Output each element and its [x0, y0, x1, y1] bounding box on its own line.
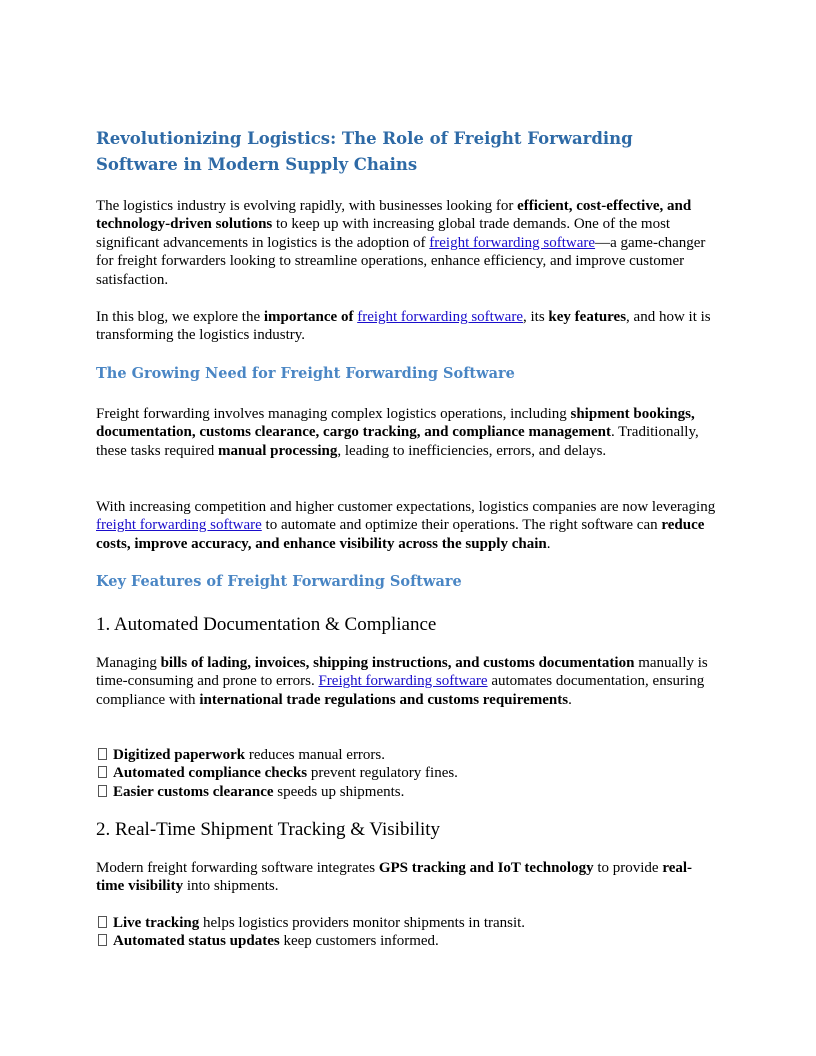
gn-p2-bold-1: reduce costs, improve accuracy, and enhance visibility across the supply chain [96, 517, 705, 552]
section-heading-key-features: Key Features of Freight Forwarding Software [96, 573, 462, 590]
blog-intro-bold-1: importance of [263, 309, 354, 325]
checkbox-icon [98, 785, 107, 797]
blog-intro-text-1: In this blog, we explore the [96, 309, 264, 325]
bullet-text: prevent regulatory fines. [307, 765, 458, 782]
intro-text-3: —a game-changer for freight forwarders looking to streamline operations, enhance efficiency, and improve customer satisfaction. [96, 234, 706, 288]
track-text-2: to provide [593, 860, 663, 876]
blog-intro-paragraph [96, 308, 720, 345]
blog-intro-bold-2: key features [548, 309, 627, 325]
intro-paragraph [96, 197, 720, 289]
checkbox-icon [98, 748, 107, 760]
documentation-bullet-list [96, 746, 720, 801]
feature-heading-tracking: 2. Real-Time Shipment Tracking & Visibility [96, 819, 441, 840]
blog-intro-text-3: , its [522, 309, 549, 325]
blog-intro-text-4: , and how it is transforming the logistics industry. [96, 309, 711, 344]
list-item [96, 932, 720, 950]
gn-p1-bold-1: shipment bookings, documentation, customs clearance, cargo tracking, and compliance management [96, 406, 695, 441]
gn-p1-bold-2: manual processing [218, 442, 338, 459]
track-bold-1: GPS tracking and IoT technology [378, 860, 594, 876]
doc-text-2: manually is time-consuming and prone to errors. [96, 655, 708, 690]
documentation-paragraph [96, 654, 720, 709]
track-bold-2: real-time visibility [96, 860, 693, 895]
tracking-paragraph [96, 859, 720, 896]
doc-text-4: . [568, 691, 572, 708]
checkbox-icon [98, 766, 107, 778]
freight-software-link-3[interactable]: freight forwarding software [96, 517, 262, 534]
intro-text-2: to keep up with increasing global trade demands. One of the most significant advancements in logistics is the adoption of [96, 216, 671, 251]
list-item [96, 783, 720, 801]
bullet-text: helps logistics providers monitor shipments in transit. [199, 915, 526, 931]
list-item [96, 746, 720, 764]
gn-p1-text-3: , leading to inefficiencies, errors, and delays. [337, 442, 607, 459]
tracking-bullet-list [96, 914, 720, 951]
intro-text-1: The logistics industry is evolving rapidly, with businesses looking for [96, 198, 518, 214]
freight-software-link-1[interactable]: freight forwarding software [429, 234, 596, 251]
doc-text-3: automates documentation, ensuring compliance with [96, 673, 705, 708]
checkbox-icon [98, 934, 107, 946]
checkbox-icon [98, 916, 107, 928]
bullet-bold: Automated compliance checks [113, 765, 308, 782]
gn-p2-text-2: to automate and optimize their operations. The right software can [261, 517, 662, 534]
intro-bold-1: efficient, cost-effective, and technology-driven solutions [96, 198, 692, 233]
freight-software-link-2[interactable]: freight forwarding software [357, 309, 523, 325]
bullet-bold: Digitized paperwork [113, 747, 246, 763]
doc-bold-2: international trade regulations and customs requirements [199, 691, 569, 708]
bullet-bold: Automated status updates [113, 933, 280, 950]
list-item [96, 764, 720, 782]
gn-p1-text-1: Freight forwarding involves managing complex logistics operations, including [96, 406, 571, 422]
growing-need-paragraph-2 [96, 498, 720, 553]
track-text-1: Modern freight forwarding software integrates [96, 860, 379, 876]
gn-p2-text-3: . [546, 535, 551, 552]
bullet-text: speeds up shipments. [273, 783, 405, 800]
bullet-bold: Easier customs clearance [113, 783, 274, 800]
bullet-text: reduces manual errors. [245, 747, 386, 763]
gn-p1-text-2: . Traditionally, these tasks required [96, 424, 699, 459]
section-heading-growing-need: The Growing Need for Freight Forwarding Software [96, 365, 515, 382]
gn-p2-text-1: With increasing competition and higher customer expectations, logistics companies are now leveraging [96, 499, 716, 515]
doc-bold-1: bills of lading, invoices, shipping instructions, and customs documentation [160, 655, 635, 671]
list-item [96, 914, 720, 932]
freight-software-link-4[interactable]: Freight forwarding software [318, 673, 488, 690]
bullet-bold: Live tracking [113, 915, 200, 931]
track-text-3: into shipments. [183, 878, 279, 895]
page-title: Revolutionizing Logistics: The Role of Freight Forwarding Software in Modern Supply Chains [96, 129, 633, 174]
bullet-text: keep customers informed. [279, 933, 439, 950]
doc-text-1: Managing [96, 655, 161, 671]
feature-heading-documentation: 1. Automated Documentation & Compliance [96, 614, 437, 635]
growing-need-paragraph-1 [96, 405, 720, 460]
